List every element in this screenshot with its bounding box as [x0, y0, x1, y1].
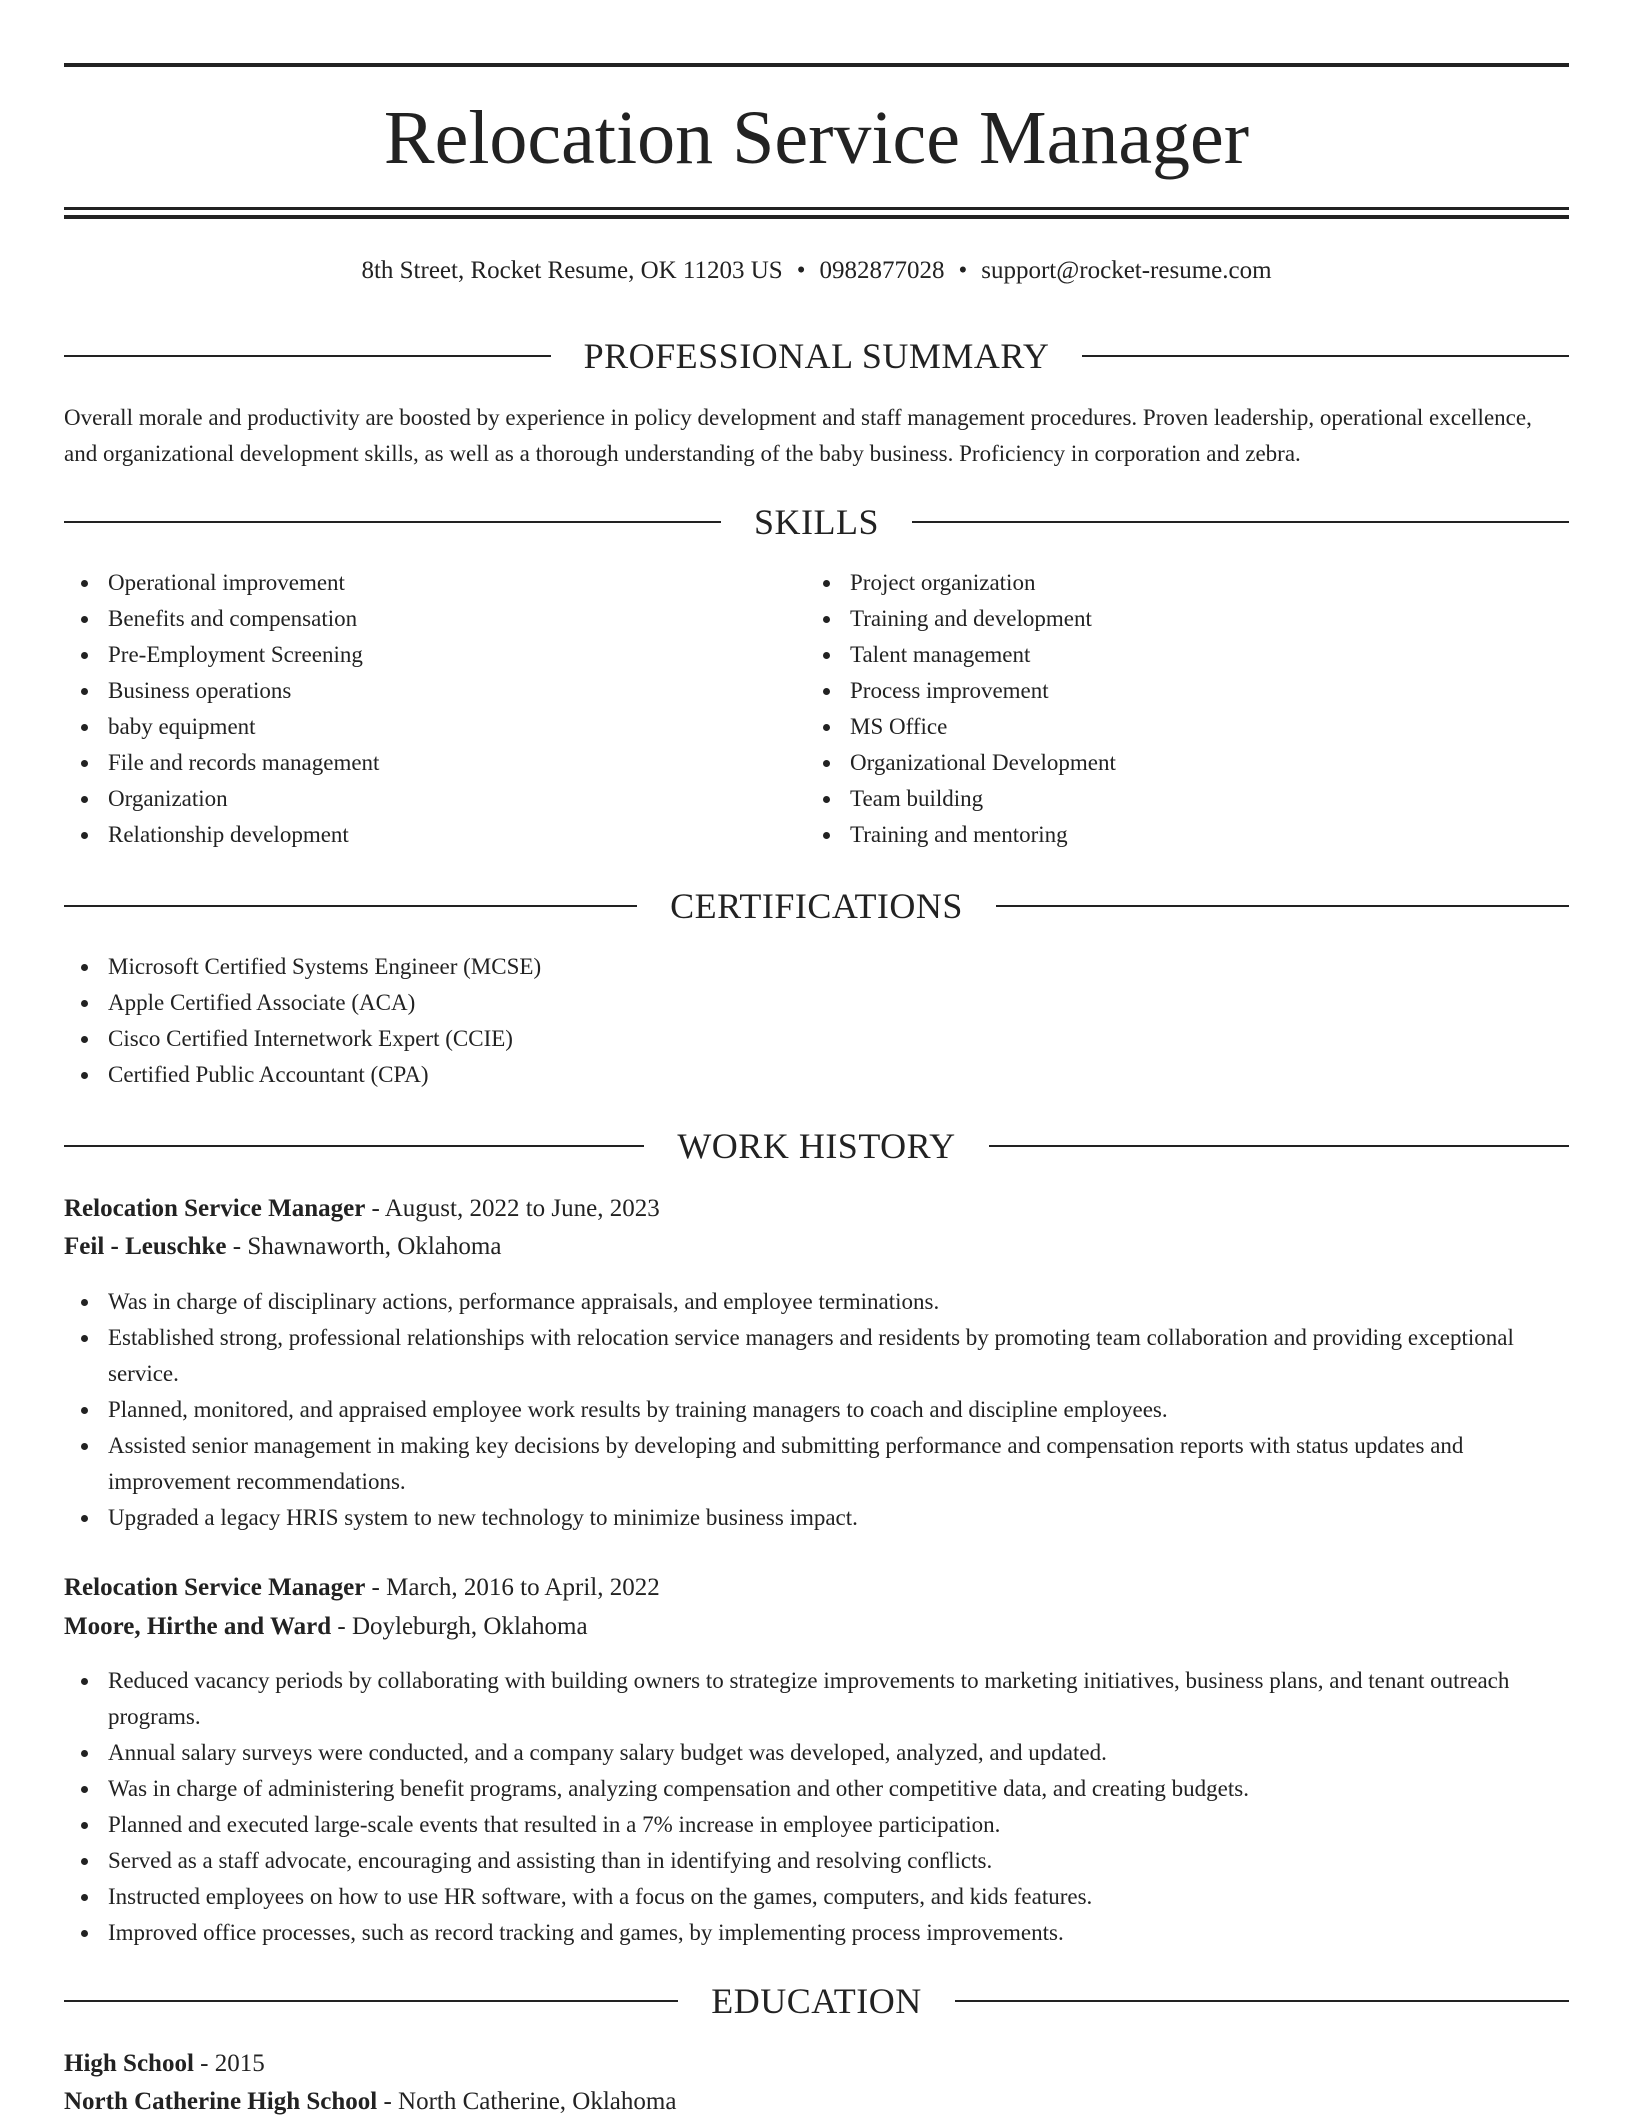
education-location: - North Catherine, Oklahoma — [377, 2088, 677, 2115]
skill-item: Process improvement — [806, 673, 1546, 709]
contact-line — [64, 254, 1569, 288]
job-location: - Doyleburgh, Oklahoma — [331, 1613, 588, 1640]
skill-item: Operational improvement — [64, 565, 804, 601]
summary-heading-text: PROFESSIONAL SUMMARY — [583, 336, 1050, 376]
skills-heading-text: SKILLS — [754, 502, 880, 542]
education-school-line — [64, 2083, 676, 2121]
skill-item: Benefits and compensation — [64, 601, 804, 637]
work-history-heading-text: WORK HISTORY — [677, 1126, 956, 1166]
divider — [996, 905, 1569, 907]
divider — [1082, 355, 1569, 357]
skill-item: Organizational Development — [806, 745, 1546, 781]
job-bullet: Planned and executed large-scale events that resulted in a 7% increase in employee participation. — [64, 1807, 1569, 1843]
job-bullet: Was in charge of administering benefit programs, analyzing compensation and other competitive data, and creating budgets. — [64, 1771, 1569, 1807]
job-bullet: Served as a staff advocate, encouraging and assisting than in identifying and resolving conflicts. — [64, 1843, 1569, 1879]
job-bullet: Reduced vacancy periods by collaborating with building owners to strategize improvements to marketing initiatives, business plans, and tenant outreach programs. — [64, 1663, 1569, 1735]
title-rule-lower — [64, 215, 1569, 219]
education-year: - 2015 — [193, 2050, 265, 2077]
skills-list-right — [806, 565, 1546, 853]
divider — [955, 2000, 1569, 2002]
summary-heading — [64, 334, 1569, 378]
divider — [989, 1145, 1569, 1147]
contact-separator: • — [958, 257, 968, 284]
certifications-list — [64, 949, 1569, 1093]
summary-text: Overall morale and productivity are boosted by experience in policy development and staff management procedures. Proven leadership, operational excellence, and organizational development skills, as well as a thorough understanding of the baby business. Proficiency in corporation and zebra. — [64, 405, 1532, 466]
job-bullets — [64, 1663, 1569, 1951]
skill-item: Team building — [806, 781, 1546, 817]
contact-phone: 0982877028 — [819, 257, 945, 284]
job-bullet: Improved office processes, such as record tracking and games, by implementing process improvements. — [64, 1915, 1569, 1951]
skill-item: Project organization — [806, 565, 1546, 601]
skill-item: MS Office — [806, 709, 1546, 745]
contact-address: 8th Street, Rocket Resume, OK 11203 US — [361, 257, 783, 284]
skill-item: Training and development — [806, 601, 1546, 637]
title-rule-upper — [64, 207, 1569, 210]
job-company: Feil - Leuschke — [64, 1233, 227, 1260]
job-bullets — [64, 1284, 1569, 1536]
job-bullet: Upgraded a legacy HRIS system to new technology to minimize business impact. — [64, 1500, 1569, 1536]
divider — [64, 905, 637, 907]
certification-item: Apple Certified Associate (ACA) — [64, 985, 1569, 1021]
education-heading-text: EDUCATION — [711, 1981, 922, 2021]
education-degree: High School — [64, 2050, 194, 2077]
job-bullet: Was in charge of disciplinary actions, performance appraisals, and employee terminations. — [64, 1284, 1569, 1320]
job-bullet: Established strong, professional relationships with relocation service managers and residents by promoting team collaboration and providing exceptional service. — [64, 1320, 1569, 1392]
job-company: Moore, Hirthe and Ward — [64, 1613, 332, 1640]
education-school: North Catherine High School — [64, 2088, 378, 2115]
job-dates: - March, 2016 to April, 2022 — [365, 1574, 660, 1601]
job-title-line — [64, 1569, 660, 1607]
job-dates: - August, 2022 to June, 2023 — [365, 1195, 660, 1222]
job-location: - Shawnaworth, Oklahoma — [226, 1233, 502, 1260]
skill-item: Business operations — [64, 673, 804, 709]
divider — [64, 521, 721, 523]
certifications-heading — [64, 884, 1569, 928]
skill-item: Pre-Employment Screening — [64, 637, 804, 673]
contact-separator: • — [796, 257, 806, 284]
skill-item: Organization — [64, 781, 804, 817]
contact-email: support@rocket-resume.com — [981, 257, 1272, 284]
job-title-line — [64, 1190, 660, 1228]
divider — [64, 355, 551, 357]
skill-item: Training and mentoring — [806, 817, 1546, 853]
skill-item: baby equipment — [64, 709, 804, 745]
page-title: Relocation Service Manager — [383, 96, 1250, 180]
certification-item: Cisco Certified Internetwork Expert (CCIE) — [64, 1021, 1569, 1057]
education-degree-line — [64, 2045, 265, 2083]
certifications-heading-text: CERTIFICATIONS — [670, 886, 963, 926]
certification-item: Microsoft Certified Systems Engineer (MCSE) — [64, 949, 1569, 985]
job-company-line — [64, 1608, 588, 1646]
skill-item: File and records management — [64, 745, 804, 781]
job-company-line — [64, 1228, 501, 1266]
job-title: Relocation Service Manager — [64, 1195, 366, 1222]
job-bullet: Annual salary surveys were conducted, and a company salary budget was developed, analyzed, and updated. — [64, 1735, 1569, 1771]
job-title: Relocation Service Manager — [64, 1574, 366, 1601]
top-rule — [64, 63, 1569, 67]
divider — [64, 1145, 644, 1147]
job-bullet: Instructed employees on how to use HR software, with a focus on the games, computers, and kids features. — [64, 1879, 1569, 1915]
skills-heading — [64, 500, 1569, 544]
divider — [912, 521, 1569, 523]
education-heading — [64, 1979, 1569, 2023]
work-history-heading — [64, 1124, 1569, 1168]
certification-item: Certified Public Accountant (CPA) — [64, 1057, 1569, 1093]
job-bullet: Assisted senior management in making key decisions by developing and submitting performance and compensation reports with status updates and improvement recommendations. — [64, 1428, 1569, 1500]
skill-item: Talent management — [806, 637, 1546, 673]
skills-list-left — [64, 565, 804, 853]
skill-item: Relationship development — [64, 817, 804, 853]
job-bullet: Planned, monitored, and appraised employee work results by training managers to coach and discipline employees. — [64, 1392, 1569, 1428]
divider — [64, 2000, 678, 2002]
